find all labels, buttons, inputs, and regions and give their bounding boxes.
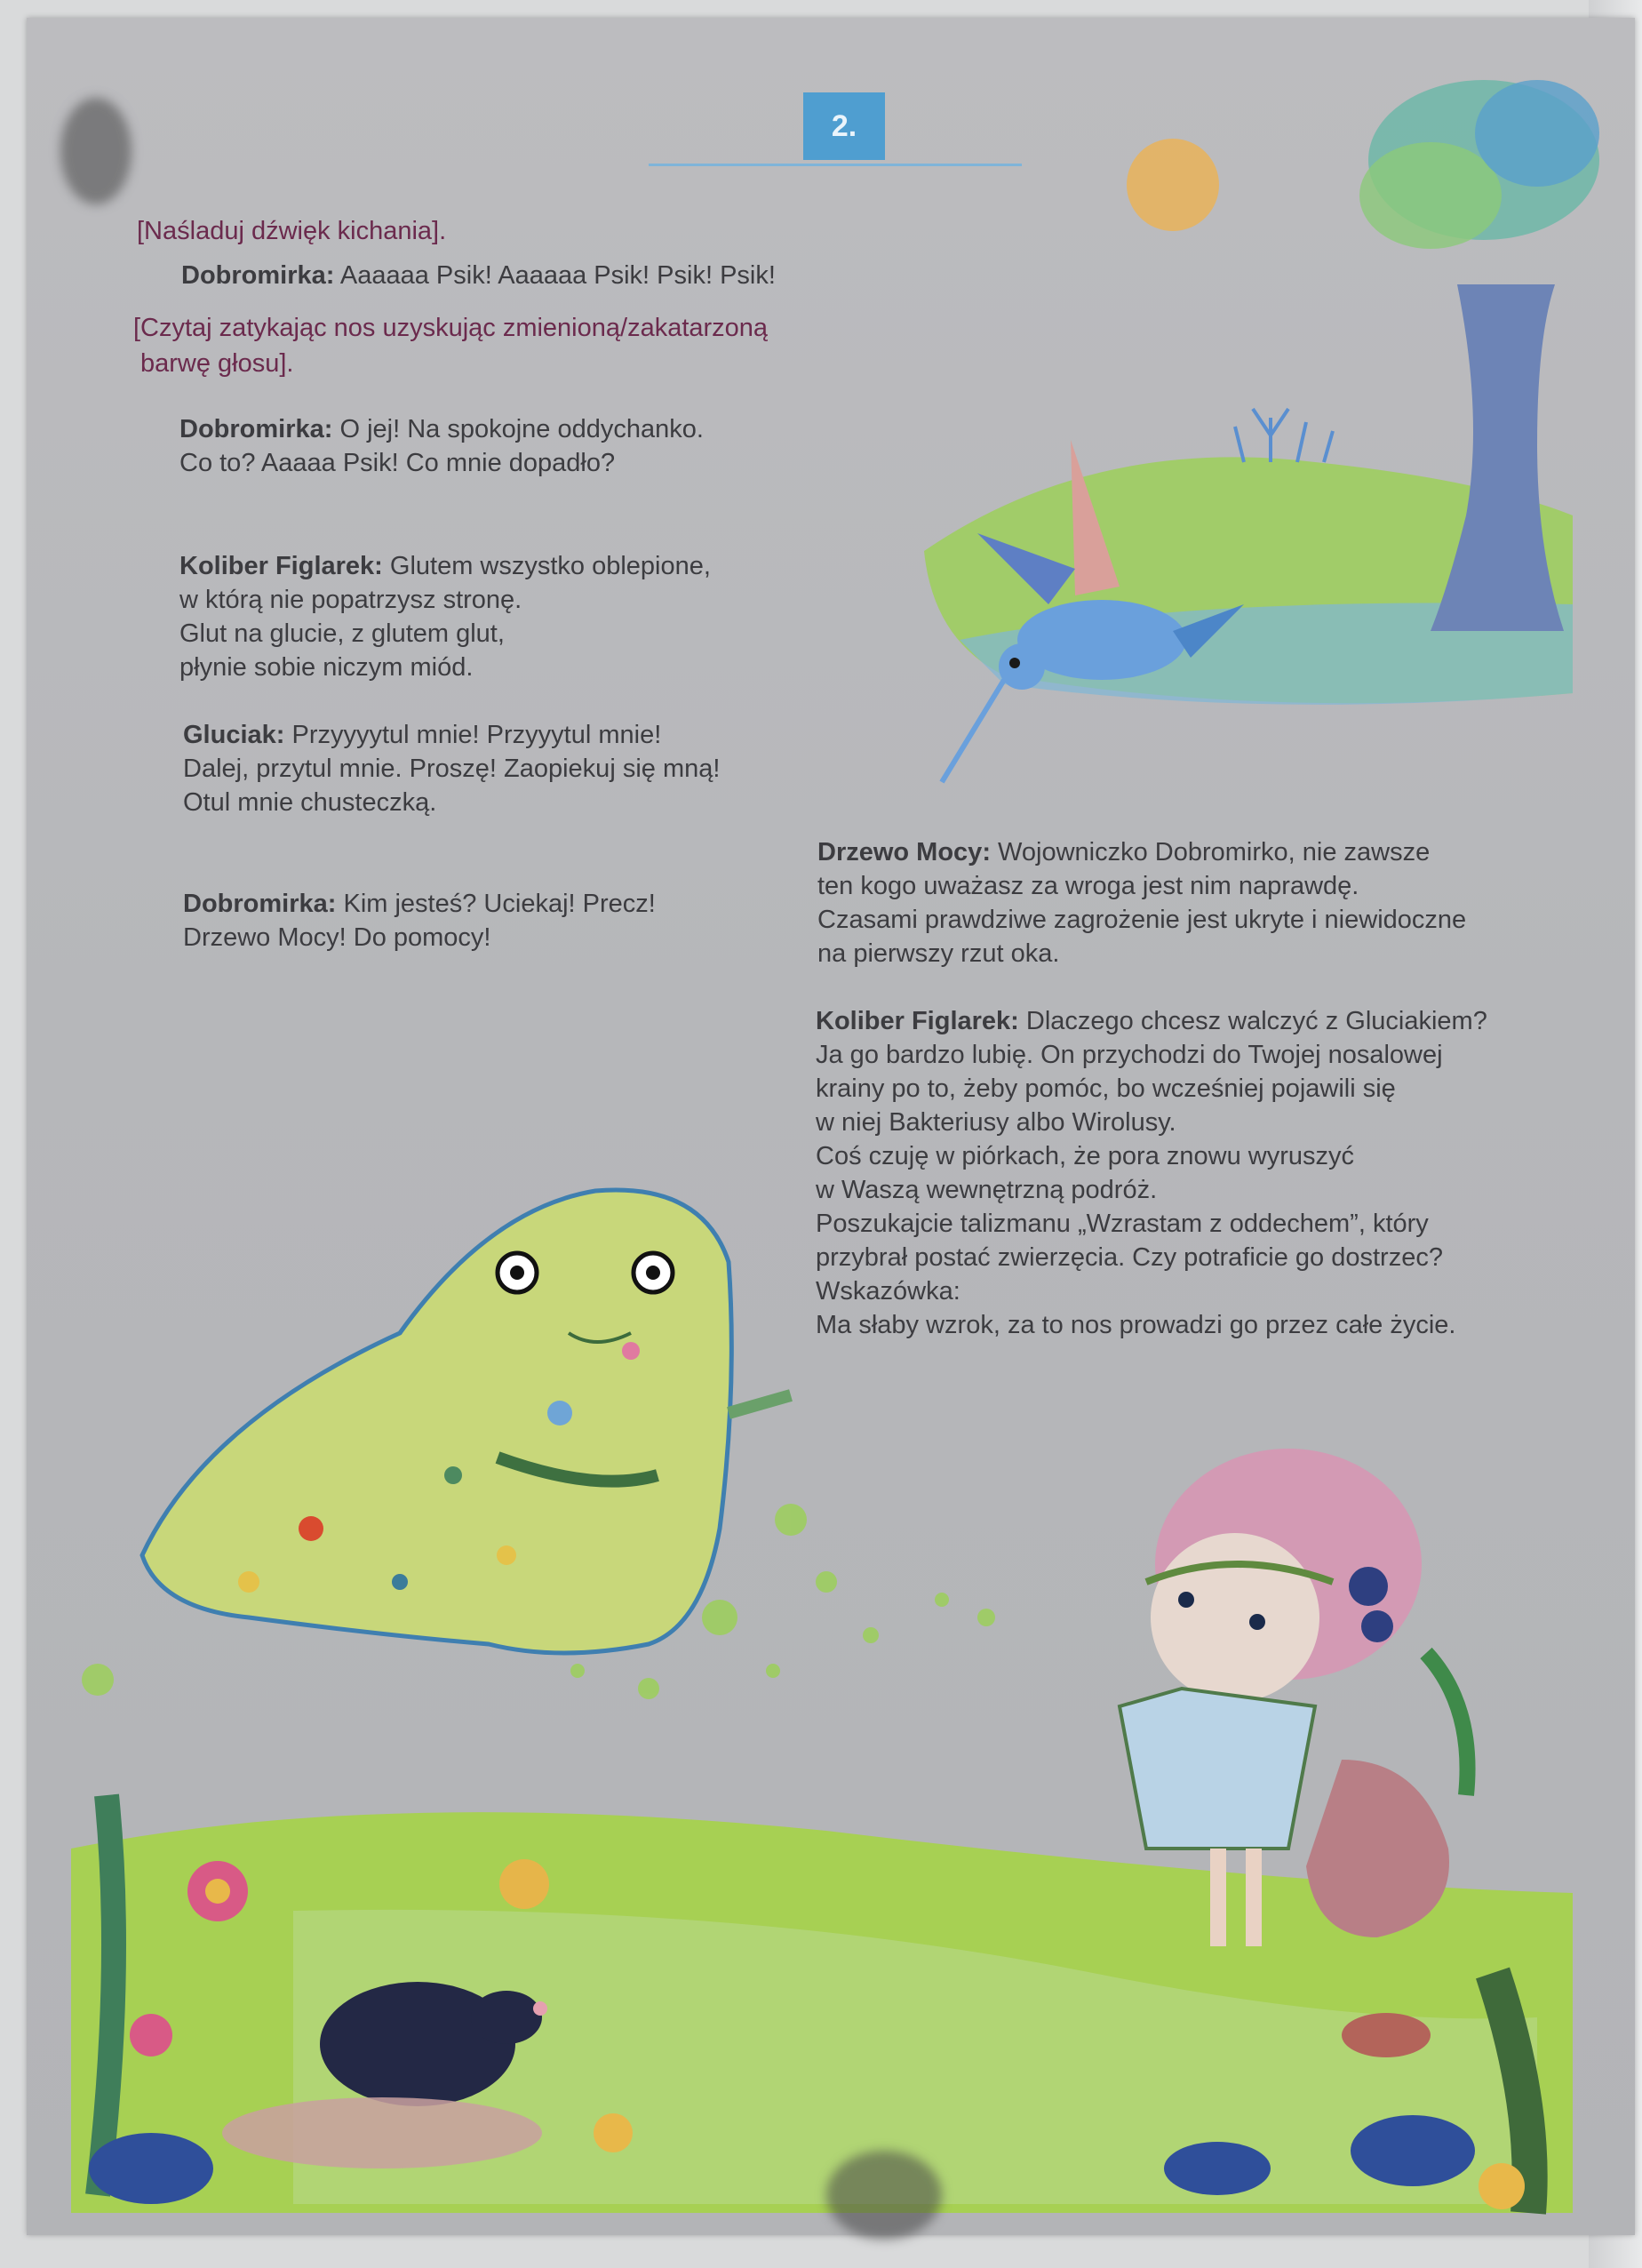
speaker-name: Gluciak: [183,721,285,749]
line-text: Dalej, przytul mnie. Proszę! Zaopiekuj się mną! [183,755,721,783]
stage-direction: barwę głosu]. [140,349,294,378]
line-text: Glutem wszystko oblepione, [389,552,711,580]
line-text: ten kogo uważasz za wroga jest nim naprawdę. [817,872,1359,900]
line-text: Wojowniczko Dobromirko, nie zawsze [998,838,1431,866]
stage-direction: [Naśladuj dźwięk kichania]. [137,217,447,245]
book-page [27,18,1635,2235]
speaker-name: Koliber Figlarek: [179,552,383,580]
dialogue-line [183,718,661,752]
line-text: Dlaczego chcesz walczyć z Gluciakiem? [1025,1007,1487,1035]
speaker-name: Dobromirka: [181,261,335,290]
speaker-name: Koliber Figlarek: [816,1007,1019,1035]
line-text: Wskazówka: [816,1277,960,1306]
line-text: płynie sobie niczym miód. [179,653,474,682]
line-text: w niej Bakteriusy albo Wirolusy. [816,1108,1176,1137]
line-text: Przyyyytul mnie! Przyyytul mnie! [291,721,662,749]
line-text: na pierwszy rzut oka. [817,939,1060,968]
line-text: Coś czuję w piórkach, że pora znowu wyruszyć [816,1142,1355,1170]
line-text: krainy po to, żeby pomóc, bo wcześniej pojawili się [816,1074,1396,1103]
dialogue-line [183,887,656,921]
speaker-name: Dobromirka: [179,415,333,443]
line-text: Otul mnie chusteczką. [183,788,437,817]
sun-illustration [1127,139,1219,231]
line-text: Drzewo Mocy! Do pomocy! [183,923,491,952]
header-rule [649,164,1022,166]
dialogue-line [179,412,704,446]
dialogue-line [179,549,711,583]
finger-shadow [60,98,132,204]
line-text: Poszukajcie talizmanu „Wzrastam z oddechem”, który [816,1210,1429,1238]
speaker-name: Drzewo Mocy: [817,838,991,866]
dialogue-line [816,1004,1487,1038]
line-text: Co to? Aaaaa Psik! Co mnie dopadło? [179,449,616,477]
finger-shadow [826,2151,942,2240]
coral-illustration [1235,409,1333,462]
dialogue-line [181,259,776,292]
line-text: w Waszą wewnętrzną podróż. [816,1176,1158,1204]
stage-direction: [Czytaj zatykając nos uzyskując zmienioną/zakatarzoną [133,314,769,342]
line-text: Czasami prawdziwe zagrożenie jest ukryte i niewidoczne [817,906,1467,934]
line-text: Aaaaaa Psik! Aaaaaa Psik! Psik! Psik! [339,261,776,290]
line-text: Glut na glucie, z glutem glut, [179,619,505,648]
line-text: Kim jesteś? Uciekaj! Precz! [343,890,656,918]
line-text: O jej! Na spokojne oddychanko. [339,415,704,443]
dialogue-line [817,835,1430,869]
line-text: przybrał postać zwierzęcia. Czy potraficie go dostrzec? [816,1243,1443,1272]
line-text: w którą nie popatrzysz stronę. [179,586,522,614]
line-text: Ma słaby wzrok, za to nos prowadzi go przez całe życie. [816,1311,1456,1339]
speaker-name: Dobromirka: [183,890,337,918]
page-number: 2. [803,92,885,160]
gluciak-illustration [142,1190,791,1653]
line-text: Ja go bardzo lubię. On przychodzi do Twojej nosalowej [816,1041,1443,1069]
